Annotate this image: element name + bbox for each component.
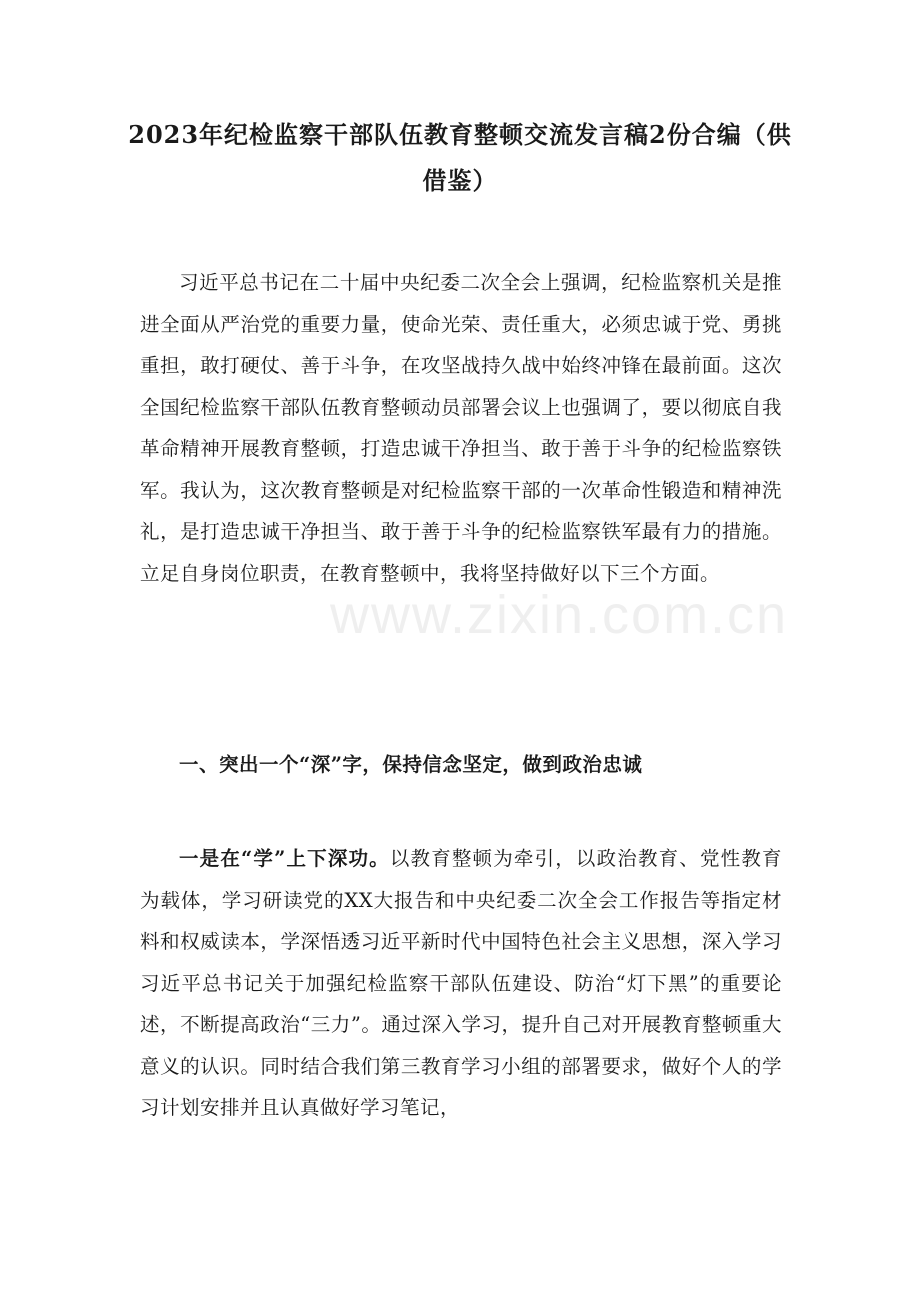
paragraph-lead: 一是在“学”上下深功。 [179,847,390,870]
watermark: www.zixin.com.cn [330,585,789,645]
section-heading: 一、突出一个“深”字，保持信念坚定，做到政治忠诚 [179,753,643,776]
document-title: 2023年纪检监察干部队伍教育整顿交流发言稿2份合编（供借鉴） [128,120,792,195]
section-paragraph [140,838,782,1129]
intro-paragraph: 习近平总书记在二十届中央纪委二次全会上强调，纪检监察机关是推进全面从严治党的重要力量，使命光荣、责任重大，必须忠诚于党、勇挑重担，敢打硬仗、善于斗争，在攻坚战持久战中始终冲锋在最前面。这次全国纪检监察干部队伍教育整顿动员部署会议上也强调了，要以彻底自我革命精神开展教育整顿，打造忠诚干净担当、敢于善于斗争的纪检监察铁军。我认为，这次教育整顿是对纪检监察干部的一次革命性锻造和精神洗礼，是打造忠诚干净担当、敢于善于斗争的纪检监察铁军最有力的措施。立足自身岗位职责，在教育整顿中，我将坚持做好以下三个方面。 [140,271,782,585]
paragraph-body: 以教育整顿为牵引，以政治教育、党性教育为载体，学习研读党的XX大报告和中央纪委二次全会工作报告等指定材料和权威读本，学深悟透习近平新时代中国特色社会主义思想，深入学习习近平总书记关于加强纪检监察干部队伍建设、防治“灯下黑”的重要论述，不断提高政治“三力”。通过深入学习，提升自己对开展教育整顿重大意义的认识。同时结合我们第三教育学习小组的部署要求，做好个人的学习计划安排并且认真做好学习笔记， [140,847,782,1119]
